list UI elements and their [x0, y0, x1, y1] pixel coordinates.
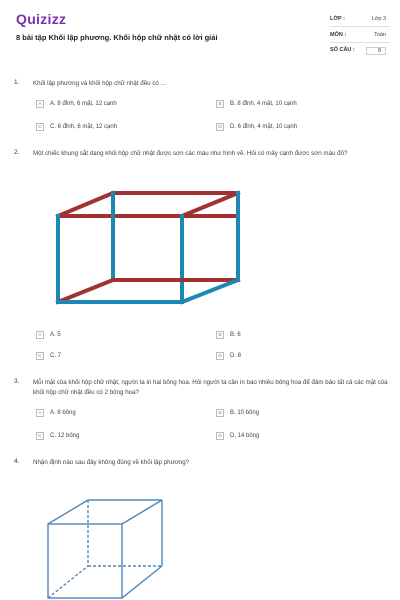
option-letter-box: C — [36, 432, 44, 440]
cube-edge — [48, 500, 88, 524]
option-text: B. 8 đỉnh, 4 mặt, 10 cạnh — [230, 101, 297, 107]
option-text: A. 8 đỉnh, 6 mặt, 12 cạnh — [50, 101, 117, 107]
blue-edge — [182, 280, 238, 302]
option-text: D. 6 đỉnh, 4 mặt, 10 cạnh — [230, 124, 298, 130]
subject-label: MÔN : — [330, 32, 347, 38]
painted-box-frame-figure — [30, 185, 250, 310]
option-text: A. 5 — [50, 332, 61, 338]
option-letter-box: B — [216, 331, 224, 339]
subject-value: Toán — [374, 32, 386, 38]
option-letter-box: C — [36, 352, 44, 360]
option-letter-box: D — [216, 123, 224, 131]
red-edge — [58, 280, 113, 302]
option-text: C. 7 — [50, 353, 62, 359]
option-text: D. 14 bông — [230, 433, 260, 439]
question-number: 2. — [14, 149, 20, 156]
question-text: Một chiếc khung sắt dạng khối hộp chữ nhật được sơn các màu như hình vẽ. Hỏi có mấy cạnh được sơn màu đỏ? — [33, 150, 348, 157]
hidden-edge — [48, 566, 88, 598]
meta-divider — [330, 42, 390, 43]
meta-divider — [330, 26, 390, 27]
option-text: D. 8 — [230, 353, 242, 359]
question-text: Khối lập phương và khối hộp chữ nhật đều có ... — [33, 80, 166, 87]
option-text: B. 6 — [230, 332, 241, 338]
question-number: 1. — [14, 79, 20, 86]
quizizz-logo: Quizizz — [16, 11, 67, 27]
cube-figure — [40, 492, 170, 600]
option-letter-box: D — [216, 352, 224, 360]
question-text: Mỗi mặt của khối hộp chữ nhật, người ta in hai bông hoa. Hỏi người ta cần in bao nhiêu bông hoa để đảm bảo tất cả các mặt của khối hộp chữ nhật đều có 2 bông hoa? — [33, 379, 388, 396]
grade-label: LỚP : — [330, 16, 345, 22]
option-text: A. 8 bông — [50, 410, 76, 416]
worksheet-title: 8 bài tập Khối lập phương. Khối hộp chữ nhật có lời giải — [16, 33, 218, 42]
option-letter-box: A — [36, 409, 44, 417]
option-letter-box: A — [36, 100, 44, 108]
question-number: 3. — [14, 378, 20, 385]
front-face — [48, 524, 122, 598]
question-count-label: SỐ CÂU : — [330, 47, 355, 53]
option-letter-box: B — [216, 409, 224, 417]
option-text: C. 6 đỉnh, 6 mặt, 12 cạnh — [50, 124, 118, 130]
question-count-value: 8 — [366, 47, 386, 55]
option-text: B. 10 bông — [230, 410, 260, 416]
red-edge — [58, 193, 113, 216]
grade-value: Lớp 3 — [371, 16, 386, 22]
option-letter-box: B — [216, 100, 224, 108]
option-letter-box: C — [36, 123, 44, 131]
option-letter-box: D — [216, 432, 224, 440]
option-text: C. 12 bông — [50, 433, 80, 439]
question-text: Nhận định nào sau đây không đúng về khối lập phương? — [33, 459, 190, 466]
cube-edge — [122, 566, 162, 598]
question-number: 4. — [14, 458, 20, 465]
option-letter-box: A — [36, 331, 44, 339]
red-edge — [182, 193, 238, 216]
cube-edge — [122, 500, 162, 524]
worksheet-header — [0, 0, 400, 75]
